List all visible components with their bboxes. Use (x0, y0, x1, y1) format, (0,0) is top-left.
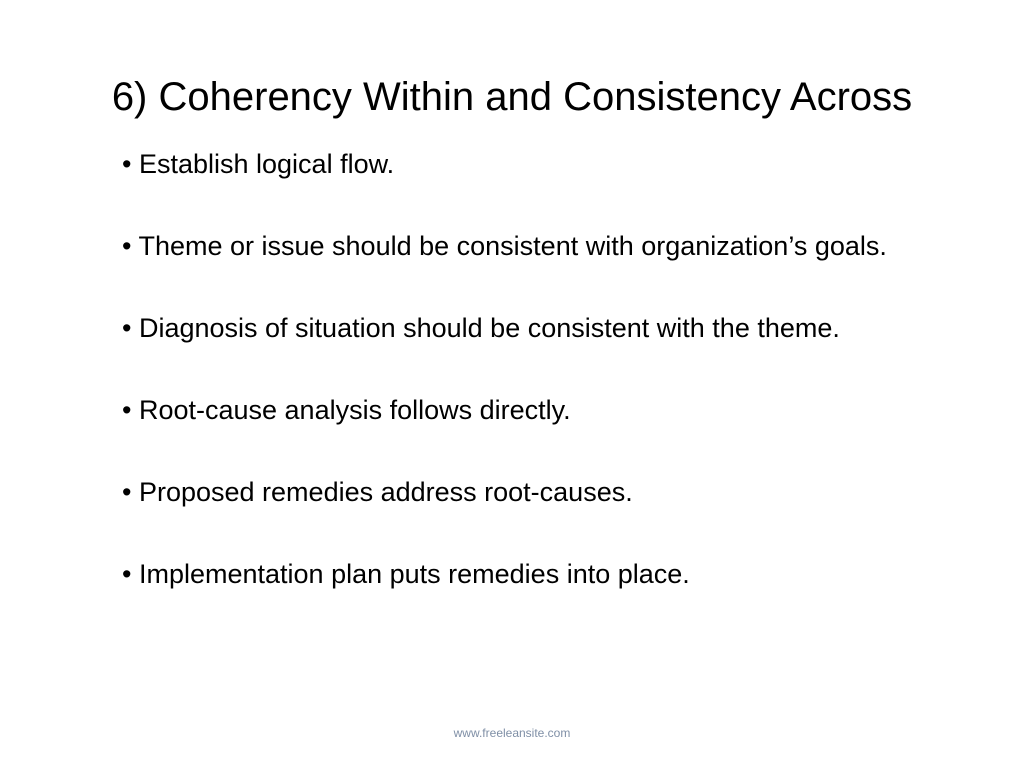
bullet-icon: • (122, 477, 132, 507)
bullet-item-4 (122, 390, 922, 431)
bullet-text: Theme or issue should be consistent with organization’s goals. (138, 231, 887, 261)
bullet-icon: • (122, 395, 132, 425)
bullet-item-1 (122, 144, 922, 185)
bullet-item-5 (122, 472, 922, 513)
bullet-text: Root-cause analysis follows directly. (138, 395, 571, 425)
bullet-icon: • (122, 231, 132, 261)
bullet-icon: • (122, 313, 132, 343)
slide-title: 6) Coherency Within and Consistency Across (111, 75, 913, 119)
bullet-text: Establish logical flow. (138, 149, 395, 179)
bullet-icon: • (122, 149, 132, 179)
footer-url[interactable]: www.freeleansite.com (453, 726, 571, 740)
bullet-item-3 (122, 308, 922, 349)
bullet-item-6 (122, 554, 922, 595)
bullet-text: Proposed remedies address root-causes. (138, 477, 633, 507)
bullet-icon: • (122, 559, 132, 589)
bullet-item-2 (122, 226, 922, 267)
bullet-text: Implementation plan puts remedies into place. (138, 559, 690, 589)
bullet-text: Diagnosis of situation should be consistent with the theme. (138, 313, 840, 343)
bullet-list (122, 144, 922, 595)
